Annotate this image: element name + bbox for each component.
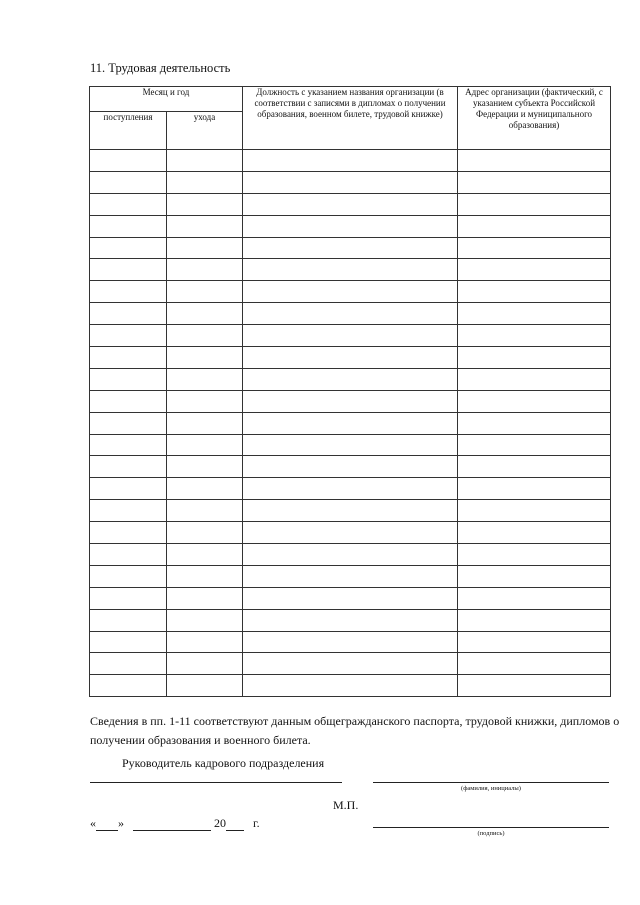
signature-line [373, 827, 609, 828]
table-row [90, 150, 611, 172]
end-header: ухода [167, 112, 243, 150]
table-row [90, 609, 611, 631]
end-cell[interactable] [167, 237, 243, 259]
position-cell[interactable] [243, 544, 458, 566]
start-cell[interactable] [90, 390, 167, 412]
start-cell[interactable] [90, 412, 167, 434]
year-suffix: г. [253, 816, 260, 830]
position-cell[interactable] [243, 390, 458, 412]
table-row [90, 325, 611, 347]
table-row [90, 237, 611, 259]
position-cell[interactable] [243, 631, 458, 653]
end-cell[interactable] [167, 390, 243, 412]
table-row [90, 456, 611, 478]
end-cell[interactable] [167, 631, 243, 653]
open-quote: « [90, 816, 96, 830]
signature-caption: (подпись) [477, 830, 505, 837]
end-cell[interactable] [167, 325, 243, 347]
end-cell[interactable] [167, 368, 243, 390]
start-cell[interactable] [90, 347, 167, 369]
table-row [90, 565, 611, 587]
table-row [90, 434, 611, 456]
start-cell[interactable] [90, 631, 167, 653]
end-cell[interactable] [167, 281, 243, 303]
end-cell[interactable] [167, 456, 243, 478]
table-row [90, 390, 611, 412]
address-cell[interactable] [458, 368, 611, 390]
start-cell[interactable] [90, 653, 167, 675]
address-cell[interactable] [458, 347, 611, 369]
start-cell[interactable] [90, 237, 167, 259]
start-cell[interactable] [90, 456, 167, 478]
table-row [90, 259, 611, 281]
start-cell[interactable] [90, 368, 167, 390]
start-cell[interactable] [90, 500, 167, 522]
end-cell[interactable] [167, 259, 243, 281]
table-row [90, 587, 611, 609]
address-cell[interactable] [458, 500, 611, 522]
end-cell[interactable] [167, 522, 243, 544]
start-cell[interactable] [90, 171, 167, 193]
table-row [90, 544, 611, 566]
table-row [90, 281, 611, 303]
end-cell[interactable] [167, 171, 243, 193]
position-cell[interactable] [243, 150, 458, 172]
address-cell[interactable] [458, 325, 611, 347]
table-row [90, 171, 611, 193]
table-row [90, 368, 611, 390]
start-cell[interactable] [90, 150, 167, 172]
position-cell[interactable] [243, 281, 458, 303]
address-cell[interactable] [458, 522, 611, 544]
address-cell[interactable] [458, 544, 611, 566]
address-cell[interactable] [458, 237, 611, 259]
position-cell[interactable] [243, 171, 458, 193]
address-cell[interactable] [458, 653, 611, 675]
position-cell[interactable] [243, 478, 458, 500]
stamp-label: М.П. [333, 798, 359, 812]
position-cell[interactable] [243, 368, 458, 390]
end-cell[interactable] [167, 412, 243, 434]
start-cell[interactable] [90, 587, 167, 609]
address-cell[interactable] [458, 456, 611, 478]
position-cell[interactable] [243, 259, 458, 281]
name-line [373, 782, 609, 783]
position-cell[interactable] [243, 653, 458, 675]
address-cell[interactable] [458, 412, 611, 434]
position-cell[interactable] [243, 675, 458, 697]
end-cell[interactable] [167, 500, 243, 522]
employment-table [89, 86, 611, 697]
start-cell[interactable] [90, 544, 167, 566]
address-cell[interactable] [458, 565, 611, 587]
table-row [90, 675, 611, 697]
table-row [90, 631, 611, 653]
address-header: Адрес организации (фактический, с указанием субъекта Российской Федерации и муниципального образования) [458, 87, 611, 150]
end-cell[interactable] [167, 215, 243, 237]
end-cell[interactable] [167, 434, 243, 456]
table-row [90, 303, 611, 325]
table-row [90, 500, 611, 522]
position-header: Должность с указанием названия организации (в соответствии с записями в дипломах о получении образования, военном билете, трудовой книжке) [243, 87, 458, 150]
start-cell[interactable] [90, 303, 167, 325]
end-cell[interactable] [167, 587, 243, 609]
start-cell[interactable] [90, 434, 167, 456]
hr-head-line [90, 782, 342, 783]
address-cell[interactable] [458, 193, 611, 215]
start-cell[interactable] [90, 215, 167, 237]
address-cell[interactable] [458, 587, 611, 609]
address-cell[interactable] [458, 478, 611, 500]
table-row [90, 653, 611, 675]
table-row [90, 347, 611, 369]
position-cell[interactable] [243, 193, 458, 215]
name-caption: (фамилия, инициалы) [461, 785, 521, 792]
position-cell[interactable] [243, 347, 458, 369]
month-blank [133, 818, 211, 831]
table-row [90, 193, 611, 215]
table-row [90, 478, 611, 500]
hr-head-label: Руководитель кадрового подразделения [122, 756, 325, 770]
position-cell[interactable] [243, 500, 458, 522]
address-cell[interactable] [458, 609, 611, 631]
position-cell[interactable] [243, 325, 458, 347]
year-prefix: 20 [214, 816, 226, 830]
address-cell[interactable] [458, 150, 611, 172]
date-line [90, 816, 260, 831]
end-cell[interactable] [167, 544, 243, 566]
month-year-header: Месяц и год [90, 87, 243, 112]
address-cell[interactable] [458, 303, 611, 325]
position-cell[interactable] [243, 565, 458, 587]
position-cell[interactable] [243, 412, 458, 434]
end-cell[interactable] [167, 653, 243, 675]
start-cell[interactable] [90, 325, 167, 347]
section-title: 11. Трудовая деятельность [90, 61, 231, 75]
address-cell[interactable] [458, 259, 611, 281]
table-row [90, 215, 611, 237]
table-row [90, 412, 611, 434]
start-cell[interactable] [90, 675, 167, 697]
address-cell[interactable] [458, 171, 611, 193]
day-blank [96, 818, 118, 831]
position-cell[interactable] [243, 237, 458, 259]
position-cell[interactable] [243, 609, 458, 631]
end-cell[interactable] [167, 347, 243, 369]
end-cell[interactable] [167, 478, 243, 500]
position-cell[interactable] [243, 522, 458, 544]
position-cell[interactable] [243, 215, 458, 237]
start-cell[interactable] [90, 259, 167, 281]
start-cell[interactable] [90, 565, 167, 587]
start-cell[interactable] [90, 609, 167, 631]
end-cell[interactable] [167, 150, 243, 172]
end-cell[interactable] [167, 675, 243, 697]
start-cell[interactable] [90, 478, 167, 500]
position-cell[interactable] [243, 456, 458, 478]
year-blank [226, 818, 244, 831]
start-cell[interactable] [90, 193, 167, 215]
address-cell[interactable] [458, 390, 611, 412]
data-notice: Сведения в пп. 1-11 соответствуют данным общегражданского паспорта, трудовой книжки, дипломов о получении образования и военного билета. [90, 714, 620, 747]
address-cell[interactable] [458, 631, 611, 653]
address-cell[interactable] [458, 434, 611, 456]
end-cell[interactable] [167, 303, 243, 325]
position-cell[interactable] [243, 434, 458, 456]
end-cell[interactable] [167, 609, 243, 631]
start-cell[interactable] [90, 522, 167, 544]
table-row [90, 522, 611, 544]
start-cell[interactable] [90, 281, 167, 303]
close-quote: » [118, 816, 124, 830]
start-header: поступления [90, 112, 167, 150]
address-cell[interactable] [458, 281, 611, 303]
position-cell[interactable] [243, 587, 458, 609]
end-cell[interactable] [167, 193, 243, 215]
address-cell[interactable] [458, 215, 611, 237]
end-cell[interactable] [167, 565, 243, 587]
address-cell[interactable] [458, 675, 611, 697]
position-cell[interactable] [243, 303, 458, 325]
